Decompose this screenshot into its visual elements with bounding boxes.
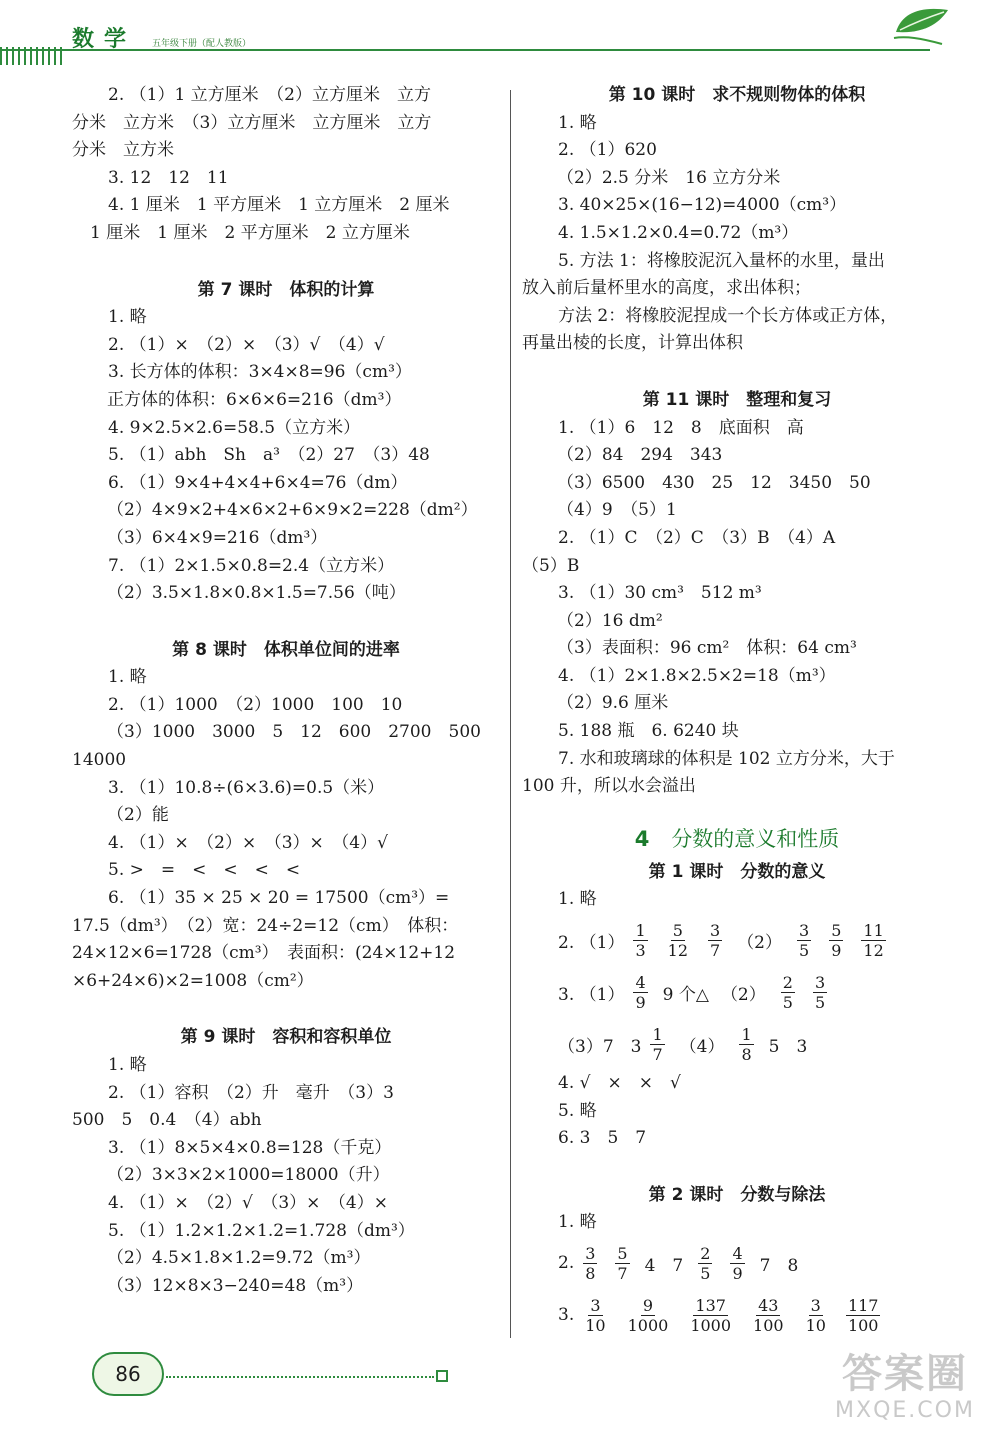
question-label: （2） xyxy=(720,984,766,1005)
question-label: 2. xyxy=(558,1253,575,1273)
numerator: 2 xyxy=(700,1243,711,1263)
text-line: 2. （1）容积 （2）升 毫升 （3）3 xyxy=(108,1082,394,1103)
denominator: 1000 xyxy=(627,1315,669,1335)
footer-square-icon xyxy=(436,1370,448,1382)
text-line: 再量出棱的长度，计算出体积 xyxy=(522,333,743,354)
question-label: （4） xyxy=(679,1036,725,1057)
text-line: 1. （1）6 12 8 底面积 高 xyxy=(558,417,804,438)
chapter-title: 分数的意义和性质 xyxy=(671,826,840,851)
text-line: 4. 9×2.5×2.6=58.5（立方米） xyxy=(108,417,361,438)
fraction xyxy=(666,921,690,960)
fraction xyxy=(708,921,722,960)
lesson-2-title: 第 2 课时 分数与除法 xyxy=(648,1184,826,1205)
denominator: 10 xyxy=(805,1315,826,1335)
text-line: （4）9 （5）1 xyxy=(557,500,677,521)
fraction xyxy=(781,973,795,1012)
fraction-row xyxy=(522,1289,952,1341)
text-line: 3. （1）30 cm³ 512 m³ xyxy=(558,583,762,604)
denominator: 7 xyxy=(652,1044,663,1064)
lesson-1-title: 第 1 课时 分数的意义 xyxy=(648,861,826,882)
fraction xyxy=(751,1296,786,1335)
fraction-row xyxy=(522,966,952,1018)
text-line: 7. 水和玻璃球的体积是 102 立方分米，大于 xyxy=(558,748,895,769)
chapter-4-heading xyxy=(522,819,952,859)
numerator: 4 xyxy=(635,972,646,992)
denominator: 9 xyxy=(732,1263,743,1283)
text-line: 4. 1.5×1.2×0.4=0.72（m³） xyxy=(558,222,799,243)
denominator: 7 xyxy=(617,1263,628,1283)
text-line: ×6+24×6)×2=1008（cm²） xyxy=(72,970,314,991)
fraction xyxy=(626,1296,671,1335)
numerator: 11 xyxy=(863,920,884,940)
numerator: 4 xyxy=(732,1243,743,1263)
fraction xyxy=(813,973,827,1012)
text-line: 2. （1）1 立方厘米 （2）立方厘米 立方 xyxy=(108,85,431,105)
denominator: 10 xyxy=(585,1315,606,1335)
fraction-row xyxy=(522,914,952,966)
lesson-8-title: 第 8 课时 体积单位间的进率 xyxy=(172,639,400,660)
text-line: 1. 略 xyxy=(108,307,147,328)
text-line: 2. （1）C （2）C （3）B （4）A xyxy=(558,527,836,548)
text-line: （2）3.5×1.8×0.8×1.5=7.56（吨） xyxy=(107,583,406,604)
fraction xyxy=(846,1296,881,1335)
fraction xyxy=(583,1244,597,1283)
text-line: （3）12×8×3−240=48（m³） xyxy=(107,1275,364,1296)
fraction xyxy=(804,1296,828,1335)
numerator: 3 xyxy=(585,1243,596,1263)
text-line: 17.5（dm³） （2）宽：24÷2=12（cm） 体积： xyxy=(72,915,459,936)
text-line: 分米 立方米 （3）立方厘米 立方厘米 立方 xyxy=(72,112,432,133)
text-line: （2）能 xyxy=(107,805,169,826)
text-line: （2）84 294 343 xyxy=(557,445,723,466)
text-line: 1 厘米 1 厘米 2 平方厘米 2 立方厘米 xyxy=(90,222,410,243)
watermark xyxy=(820,1350,990,1424)
text-line: （3）6×4×9=216（dm³） xyxy=(107,527,328,548)
answer-text: 4 7 xyxy=(644,1255,684,1276)
text-line: （3）6500 430 25 12 3450 50 xyxy=(557,472,871,493)
page-number: 86 xyxy=(92,1352,164,1396)
text-line: （2）9.6 厘米 xyxy=(557,693,669,714)
numerator: 5 xyxy=(617,1243,628,1263)
text-line: 5. （1）abh Sh a³ （2）27 （3）48 xyxy=(108,445,430,466)
numerator: 2 xyxy=(782,972,793,992)
fraction xyxy=(797,921,811,960)
leaf-icon xyxy=(892,2,952,46)
text-line: 5. 188 瓶 6. 6240 块 xyxy=(558,721,739,742)
text-line: 2. （1）620 xyxy=(558,140,657,161)
numerator: 117 xyxy=(847,1295,879,1315)
fraction xyxy=(739,1025,753,1064)
text-line: 1. 略 xyxy=(558,112,597,133)
denominator: 1000 xyxy=(690,1315,732,1335)
left-column xyxy=(72,82,500,1300)
text-line: 5. > = < < < < xyxy=(108,860,301,881)
denominator: 12 xyxy=(667,940,688,960)
denominator: 8 xyxy=(585,1263,596,1283)
answer-text: （3）7 3 xyxy=(558,1036,642,1057)
text-line: （5）B xyxy=(522,555,580,576)
text-line: （2）16 dm² xyxy=(557,610,663,631)
text-line: （3）表面积：96 cm² 体积：64 cm³ xyxy=(557,638,857,659)
page-header xyxy=(0,0,1000,75)
denominator: 9 xyxy=(831,940,842,960)
fraction xyxy=(730,1244,744,1283)
numerator: 1 xyxy=(741,1024,752,1044)
denominator: 100 xyxy=(847,1315,879,1335)
question-label: 3. xyxy=(558,1305,575,1325)
lesson-11-title: 第 11 课时 整理和复习 xyxy=(642,389,832,410)
text-line: 4. （1）× （2）× （3）× （4）√ xyxy=(108,832,388,853)
text-line: 5. 方法 1：将橡胶泥沉入量杯的水里，量出 xyxy=(558,250,885,271)
fraction xyxy=(633,973,647,1012)
subject-title: 数学 xyxy=(72,26,137,52)
fraction xyxy=(829,921,843,960)
text-line: 7. （1）2×1.5×0.8=2.4（立方米） xyxy=(108,555,395,576)
lesson-7-title: 第 7 课时 体积的计算 xyxy=(197,279,375,300)
text-line: 3. （1）10.8÷(6×3.6)=0.5（米） xyxy=(108,777,385,798)
text-line: 5. 略 xyxy=(558,1100,597,1121)
numerator: 5 xyxy=(672,920,683,940)
text-line: （2）4×9×2+4×6×2+6×9×2=228（dm²） xyxy=(107,500,478,521)
numerator: 1 xyxy=(652,1024,663,1044)
text-line: 3. 12 12 11 xyxy=(108,167,229,188)
text-line: 1. 略 xyxy=(558,889,597,910)
chapter-number: 4 xyxy=(634,826,650,851)
text-line: 4. （1）× （2）√ （3）× （4）× xyxy=(108,1192,388,1213)
text-line: 正方体的体积：6×6×6=216（dm³） xyxy=(107,389,402,410)
lesson-10-title: 第 10 课时 求不规则物体的体积 xyxy=(608,85,866,105)
lesson-9-title: 第 9 课时 容积和容积单位 xyxy=(180,1027,392,1048)
text-line: 方法 2：将橡胶泥捏成一个长方体或正方体， xyxy=(558,305,898,326)
right-column xyxy=(522,82,952,1341)
watermark-url: MXQE.COM xyxy=(835,1398,975,1423)
answer-text: 9 个△ xyxy=(662,984,709,1005)
numerator: 5 xyxy=(831,920,842,940)
text-line: 6. （1）35 × 25 × 20 = 17500（cm³）= xyxy=(108,888,450,909)
watermark-logo-text: 答案圈 xyxy=(842,1351,968,1397)
numerator: 3 xyxy=(799,920,810,940)
denominator: 8 xyxy=(741,1044,752,1064)
grade-label: 五年级下册（配人教版） xyxy=(152,39,252,49)
denominator: 9 xyxy=(635,992,646,1012)
text-line: 4. √ × × √ xyxy=(558,1073,681,1094)
text-line: （2）3×3×2×1000=18000（升） xyxy=(107,1165,390,1186)
answer-text: 5 3 xyxy=(768,1036,808,1057)
text-line: 6. （1）9×4+4×4+6×4=76（dm） xyxy=(108,472,408,493)
text-line: 3. 长方体的体积：3×4×8=96（cm³） xyxy=(108,362,412,383)
text-line: 4. 1 厘米 1 平方厘米 1 立方厘米 2 厘米 xyxy=(108,195,450,216)
fraction xyxy=(650,1025,664,1064)
text-line: 6. 3 5 7 xyxy=(558,1128,647,1149)
denominator: 12 xyxy=(863,940,884,960)
numerator: 43 xyxy=(758,1295,779,1315)
text-line: 5. （1）1.2×1.2×1.2=1.728（dm³） xyxy=(108,1220,415,1241)
text-line: 2. （1）1000 （2）1000 100 10 xyxy=(108,694,403,715)
fraction xyxy=(583,1296,607,1335)
numerator: 3 xyxy=(710,920,721,940)
fraction xyxy=(688,1296,733,1335)
question-label: 2. （1） xyxy=(558,932,625,953)
denominator: 5 xyxy=(814,992,826,1012)
fraction-row xyxy=(522,1237,952,1289)
text-line: 500 5 0.4 （4）abh xyxy=(72,1110,262,1131)
denominator: 3 xyxy=(635,940,646,960)
text-line: 1. 略 xyxy=(558,1212,597,1233)
text-line: 1. 略 xyxy=(108,667,147,688)
text-line: 3. 40×25×(16−12)=4000（cm³） xyxy=(558,195,847,216)
question-label: （2） xyxy=(737,932,783,953)
fraction xyxy=(861,921,885,960)
numerator: 3 xyxy=(810,1295,821,1315)
footer-dotted-rule xyxy=(166,1376,434,1378)
denominator: 7 xyxy=(710,940,721,960)
fraction xyxy=(698,1244,712,1283)
text-line: 24×12×6=1728（cm³） 表面积：(24×12+12 xyxy=(72,943,456,964)
text-line: 分米 立方米 xyxy=(72,140,174,161)
numerator: 3 xyxy=(814,972,826,992)
numerator: 137 xyxy=(695,1295,726,1315)
fraction-row xyxy=(522,1018,952,1070)
text-line: （3）1000 3000 5 12 600 2700 500 xyxy=(107,722,481,743)
denominator: 5 xyxy=(799,940,810,960)
text-line: 3. （1）8×5×4×0.8=128（千克） xyxy=(108,1137,392,1158)
fraction xyxy=(633,921,647,960)
text-line: 1. 略 xyxy=(108,1055,147,1075)
text-line: 14000 xyxy=(72,750,127,771)
header-rule xyxy=(0,49,930,51)
text-line: 4. （1）2×1.8×2.5×2=18（m³） xyxy=(558,665,836,686)
text-line: （2）2.5 分米 16 立方分米 xyxy=(557,167,781,188)
denominator: 100 xyxy=(753,1315,784,1335)
text-line: 放入前后量杯里水的高度，求出体积； xyxy=(522,278,811,299)
text-line: 2. （1）× （2）× （3）√ （4）√ xyxy=(108,334,385,355)
text-line: （2）4.5×1.8×1.2=9.72（m³） xyxy=(107,1248,371,1269)
denominator: 5 xyxy=(700,1263,711,1283)
denominator: 5 xyxy=(782,992,793,1012)
numerator: 1 xyxy=(635,920,646,940)
numerator: 3 xyxy=(590,1295,601,1315)
column-divider xyxy=(510,90,511,1338)
answer-text: 7 8 xyxy=(759,1255,799,1276)
numerator: 9 xyxy=(642,1295,654,1315)
text-line: 100 升，所以水会溢出 xyxy=(522,776,696,797)
fraction xyxy=(615,1244,629,1283)
question-label: 3. （1） xyxy=(558,984,625,1005)
